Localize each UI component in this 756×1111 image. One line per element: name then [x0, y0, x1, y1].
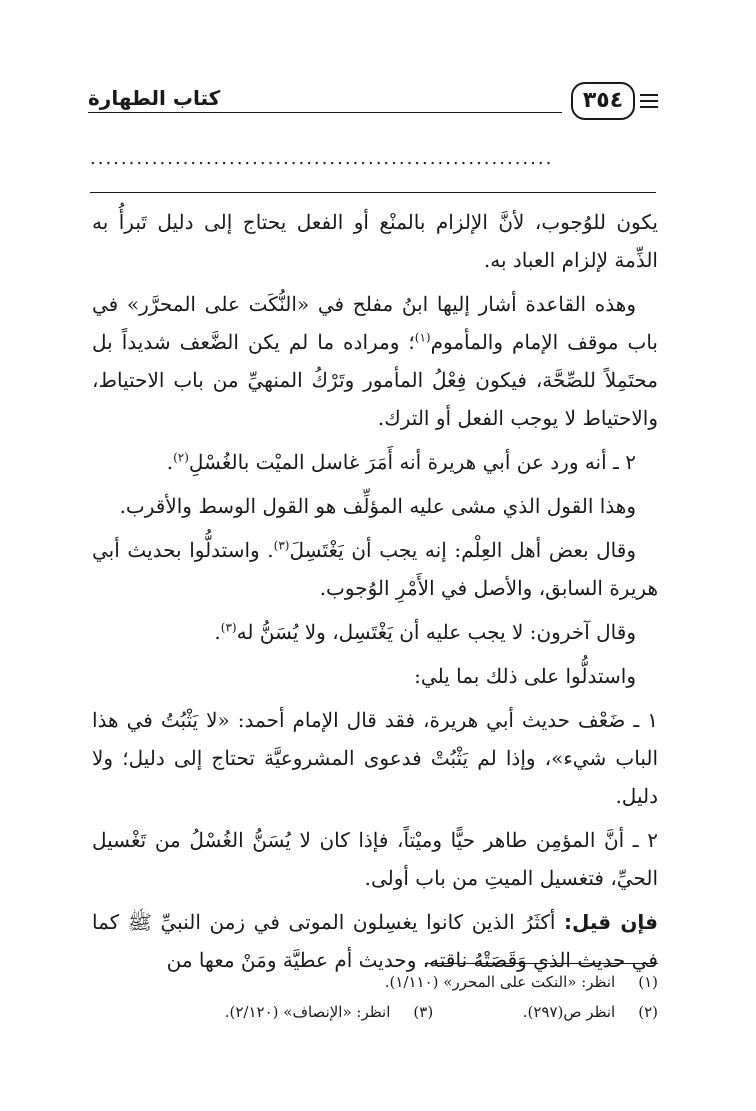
paragraph: وهذا القول الذي مشى عليه المؤلِّف هو القول الوسط والأقرب.	[119, 494, 636, 518]
paragraph: وقال آخرون: لا يجب عليه أن يَغْتَسِل، ولا يُسَنُّ له$^{(٣)}$.	[214, 620, 636, 644]
footnote-ref[interactable]: (٢)	[173, 450, 189, 465]
footnote-ref[interactable]: (٣)	[220, 620, 237, 635]
footnote-text: انظر: «الإنصاف» (٢/١٢٠).	[224, 1003, 391, 1021]
paragraph: وقال بعض أهل العِلْم: إنه يجب أن يَغْتَسِلَ$^{(٣)}$. واستدلُّوا بحديث أبي هريرة السابق، والأصل في الأَمْرِ الوُجوب.	[92, 538, 658, 600]
main-text	[92, 203, 658, 985]
header-ornament-line	[640, 106, 658, 108]
paragraph: يكون للوُجوب، لأنَّ الإلزام بالمنْع أو الفعل يحتاج إلى دليل تَبرأُ به الذِّمة لإلزام العباد به.	[92, 210, 658, 272]
footnote-text: انظر: «النكت على المحرر» (١/١١٠).	[384, 973, 616, 991]
footnote-text: انظر ص(٢٩٧).	[522, 1003, 616, 1021]
paragraph: فإن قيل: أكثَرُ الذين كانوا يغسِلون الموتى في زمن النبيِّ ﷺ كما في حديث الذي وَقَصَتْهُ ناقته، وحديث أم عطيَّة ومَنْ معها من	[92, 910, 659, 972]
header-ornament-line	[640, 94, 658, 96]
header-ornament-line	[640, 100, 658, 102]
paragraph: وهذه القاعدة أشار إليها ابنُ مفلح في «النُّكَت على المحرَّر» في باب موقف الإمام والمأموم$^{(١)}$؛ ومراده ما لم يكن الضَّعف شديداً بل محتَمِلاً للصِّحَّة، فيكون فِعْلُ المأمور وتَرْكُ المنهيِّ من باب الاحتياط، والاحتياط لا يوجب الفعل أو الترك.	[92, 292, 658, 430]
footnote	[92, 997, 658, 1027]
paragraph: ٢ ـ أنَّ المؤمِن طاهر حيًّا وميْتاً، فإذا كان لا يُسَنُّ الغُسْلُ من تَغْسيل الحيِّ، فتغسيل الميتِ من باب أولى.	[92, 828, 658, 890]
footnote-rule	[425, 963, 658, 964]
question-lead: فإن قيل:	[564, 910, 659, 934]
footnote-ref[interactable]: (٣)	[273, 538, 290, 553]
footnote-number: (٣)	[413, 1003, 434, 1021]
paragraph: ٢ ـ أنه ورد عن أبي هريرة أنه أَمَرَ غاسل الميْت بالغُسْلِ$^{(٢)}$.	[166, 450, 636, 474]
dotted-separator: ............................................................	[90, 150, 554, 168]
book-title: كتاب الطهارة	[88, 86, 221, 110]
paragraph: ١ ـ ضَعْف حديث أبي هريرة، فقد قال الإمام أحمد: «لا يَثْبُتُ في هذا الباب شيء»، وإذا لم يَثْبُتْ فدعوى المشروعيَّة تحتاج إلى دليل؛ ولا دليل.	[92, 708, 658, 808]
page-number: ٣٥٤	[571, 82, 635, 120]
footnote-number: (٢)	[638, 1003, 658, 1021]
footnote-number: (١)	[638, 973, 658, 991]
paragraph: واستدلُّوا على ذلك بما يلي:	[414, 664, 636, 688]
footnote	[92, 967, 658, 997]
footnote-ref[interactable]: (١)	[414, 330, 431, 345]
header-rule	[88, 112, 562, 113]
footnotes	[92, 967, 658, 1027]
page-header	[88, 82, 658, 124]
text-top-rule	[90, 192, 656, 193]
